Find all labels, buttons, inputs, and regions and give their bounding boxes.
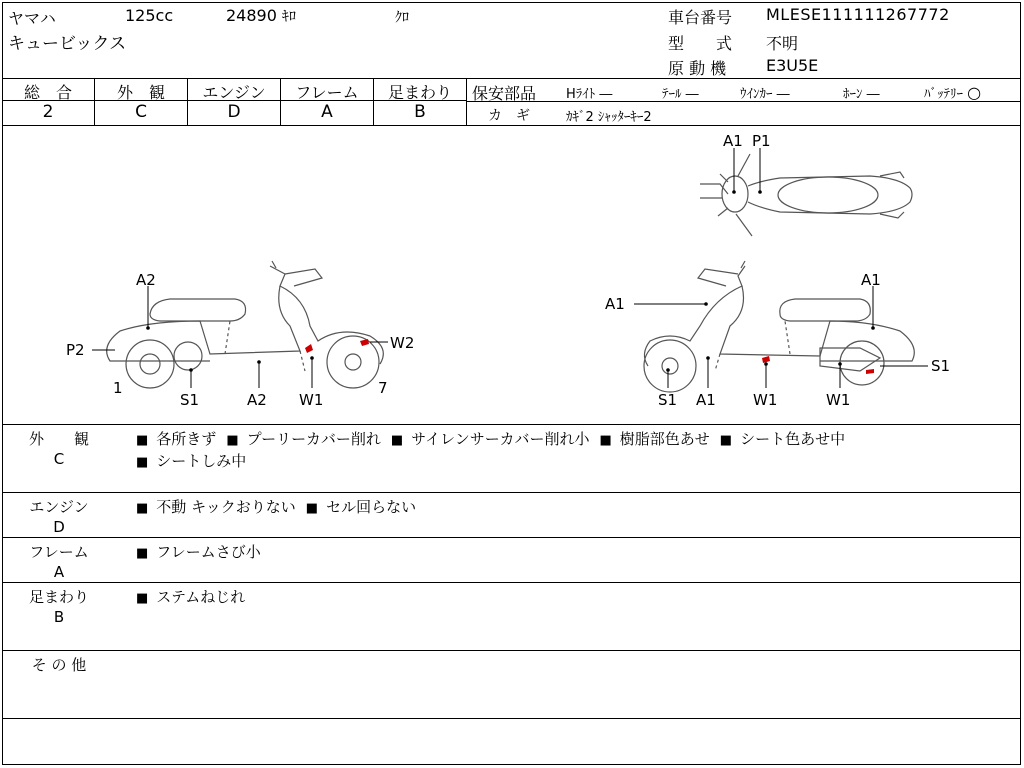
label-right-s1-right: S1 — [931, 357, 951, 375]
remark-grade: D — [53, 518, 65, 536]
remark-item: ■ サイレンサーカバー削れ小 — [391, 428, 590, 449]
label-right-w1a: W1 — [753, 391, 778, 409]
label-left-a2-top: A2 — [136, 271, 156, 289]
frame-no: MLESE111111267772 — [766, 5, 950, 24]
remark-title: そ の 他 — [31, 656, 87, 674]
frame-no-label: 車台番号 — [668, 8, 733, 27]
remark-item: ■ フレームさび小 — [136, 541, 261, 562]
grade-top-border — [2, 78, 1021, 79]
maker: ヤマハ — [8, 9, 56, 28]
label-left-w1: W1 — [299, 391, 324, 409]
remark-title: 足まわり — [28, 588, 89, 606]
leader-lines — [92, 148, 928, 388]
key-label: カ ギ — [488, 108, 530, 124]
grade-header-engine: エンジン — [202, 83, 266, 102]
label-right-a1-left: A1 — [605, 295, 625, 313]
remark-grade: B — [53, 608, 65, 626]
label-left-w2: W2 — [390, 334, 415, 352]
safety-tail: ﾃｰﾙ ― — [662, 87, 699, 102]
label-top-a1: A1 — [723, 132, 743, 150]
label-left-p2: P2 — [66, 341, 85, 359]
safety-headlight: Hﾗｲﾄ ― — [566, 87, 613, 102]
label-right-w1b: W1 — [826, 391, 851, 409]
safety-horn: ﾎｰﾝ ― — [843, 87, 880, 102]
remark-item: ■ ステムねじれ — [136, 586, 245, 607]
grade-overall: 2 — [42, 102, 54, 122]
label-left-7: 7 — [378, 379, 388, 397]
remark-line — [136, 541, 271, 562]
remark-title: 外 観 — [28, 430, 89, 448]
grade-header-overall: 総 合 — [23, 83, 72, 102]
engine-value: E3U5E — [766, 56, 819, 75]
safety-winker: ｳｲﾝｶｰ ― — [740, 87, 790, 102]
label-right-s1: S1 — [658, 391, 678, 409]
remark-item: ■ シートしみ中 — [136, 450, 246, 471]
model-name: キュービックス — [8, 34, 127, 54]
label-top-p1: P1 — [752, 132, 771, 150]
remark-title: エンジン — [29, 498, 89, 516]
remark-grade: A — [53, 563, 65, 581]
engine-label: 原 動 機 — [668, 59, 727, 78]
grade-header-exterior: 外 観 — [116, 83, 165, 102]
remark-line — [136, 496, 426, 517]
label-right-a1-right: A1 — [861, 271, 881, 289]
label-right-a1: A1 — [696, 391, 716, 409]
remark-item: ■ 樹脂部色あせ — [599, 428, 709, 449]
remark-item: ■ 不動 キックおりない — [136, 496, 296, 517]
label-left-1: 1 — [113, 379, 123, 397]
remark-line — [136, 428, 855, 449]
remark-grade: C — [53, 450, 65, 468]
grade-exterior: C — [135, 102, 147, 122]
type-label: 型 式 — [668, 34, 733, 53]
grade-header-frame: フレーム — [295, 83, 359, 102]
mileage: 24890 ｷﾛ — [226, 6, 296, 25]
remark-title: フレーム — [29, 543, 89, 561]
label-left-s1: S1 — [180, 391, 200, 409]
grade-frame: A — [321, 102, 333, 122]
grade-suspension: B — [414, 102, 426, 122]
remark-item: ■ シート色あせ中 — [720, 428, 845, 449]
damage-diagram — [0, 126, 1024, 424]
remark-item: ■ 各所きず — [136, 428, 216, 449]
grade-header-suspension: 足まわり — [387, 83, 452, 102]
key-value: ｶｷﾞ2 ｼｬｯﾀｰｷｰ2 — [566, 110, 652, 125]
type-value: 不明 — [766, 34, 799, 53]
remark-line — [136, 586, 255, 607]
displacement: 125cc — [125, 6, 174, 25]
safety-label: 保安部品 — [472, 84, 537, 103]
remark-item: ■ セル回らない — [306, 496, 416, 517]
safety-battery: ﾊﾞｯﾃﾘｰ ○ — [924, 83, 982, 102]
top-view-scooter — [700, 154, 912, 236]
body-color: ｸﾛ — [395, 10, 409, 26]
label-left-a2: A2 — [247, 391, 267, 409]
remark-line — [136, 450, 256, 471]
grade-engine: D — [227, 102, 241, 122]
remark-item: ■ プーリーカバー削れ — [226, 428, 381, 449]
